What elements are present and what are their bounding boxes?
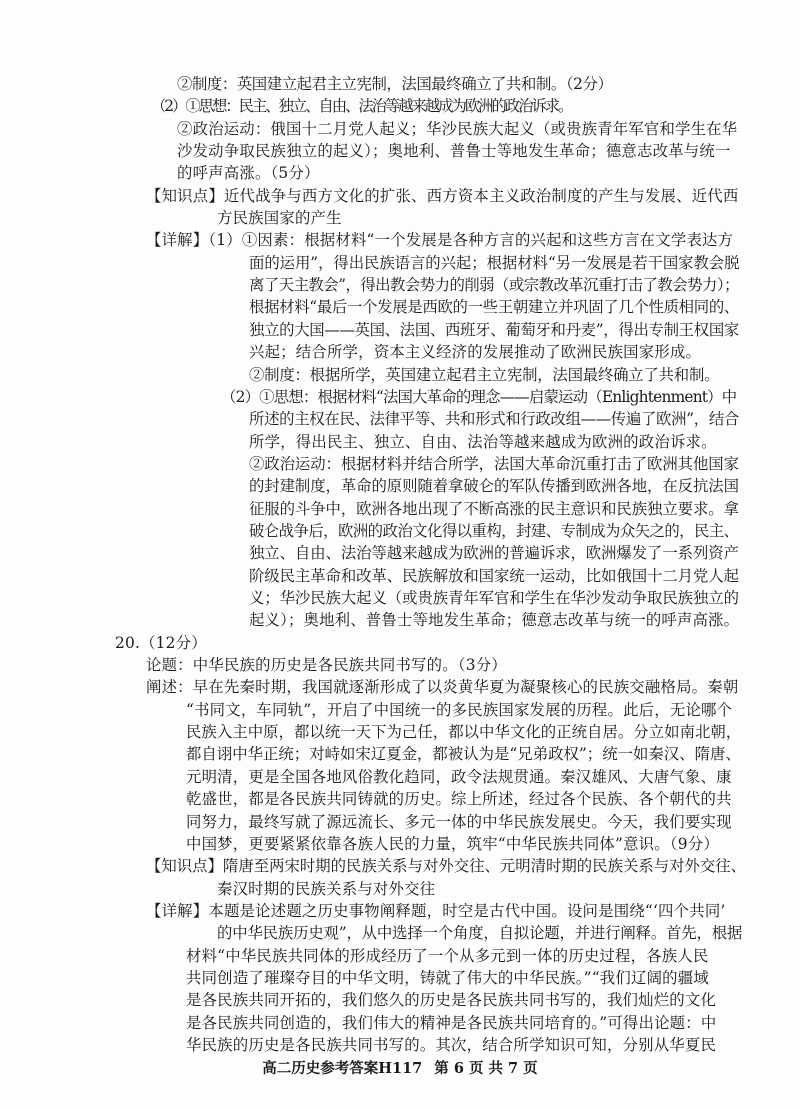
text-line: 都自诩中华正统；对峙如宋辽夏金，都被认为是“兄弟政权”；统一如秦汉、隋唐、	[186, 745, 741, 763]
text-line: “书同文，车同轨”，开启了中国统一的多民族国家发展的历程。此后，无论哪个	[186, 701, 733, 719]
text-line: ②制度：英国建立起君主立宪制，法国最终确立了共和制。（2分）	[177, 75, 613, 93]
text-line: 阶级民主革命和改革、民族解放和国家统一运动，比如俄国十二月党人起	[249, 567, 739, 585]
detail-line: 【详解】本题是论述题之历史事物阐释题，时空是古代中国。设问是围绕“‘四个共同’	[146, 902, 726, 920]
text-line: ②制度：根据所学，英国建立起君主立宪制，法国最终确立了共和制。	[249, 366, 720, 384]
text-line: 沙发动争取民族独立的起义）；奥地利、普鲁士等地发生革命；德意志改革与统一	[177, 142, 731, 160]
text-line: 华民族的历史是各民族共同书写的。其次，结合所学知识可知，分别从华夏民	[186, 1036, 717, 1054]
text-line: 秦汉时期的民族关系与对外交往	[217, 880, 436, 898]
text-line: 的中华民族历史观”，从中选择一个角度，自拟论题，并进行阐释。首先，根据	[217, 924, 743, 942]
text-line: 独立、自由、法治等越来越成为欧洲的普遍诉求，欧洲爆发了一系列资产	[249, 544, 739, 562]
knowledge-point-line: 【知识点】隋唐至两宋时期的民族关系与对外交往、元明清时期的民族关系与对外交往、	[146, 857, 747, 875]
exposition-line: 阐述：早在先秦时期，我国就逐渐形成了以炎黄华夏为凝聚核心的民族交融格局。秦朝	[146, 678, 739, 696]
text-line: 面的运用”，得出民族语言的兴起；根据材料“另一发展是若干国家教会脱	[249, 254, 740, 272]
footer-page-number: 第 6 页 共 7 页	[434, 1060, 538, 1077]
text-line: 兴起；结合所学，资本主义经济的发展推动了欧洲民族国家形成。	[249, 343, 702, 361]
text-line: 独立的大国——英国、法国、西班牙、葡萄牙和丹麦”，得出专制王权国家	[249, 321, 739, 339]
text-line: 民族入主中原，都以统一天下为己任，都以中华文化的正统自居。分立如南北朝，	[186, 723, 742, 741]
text-line: ②政治运动：俄国十二月党人起义；华沙民族大起义（或贵族青年军官和学生在华	[177, 120, 738, 138]
text-line: 乾盛世，都是各民族共同铸就的历史。综上所述，经过各个民族、各个朝代的共	[186, 790, 732, 808]
text-line: 离了天主教会”，得出教会势力的削弱（或宗教改革沉重打击了教会势力）；	[249, 276, 739, 294]
text-line: 的封建制度，革命的原则随着拿破仑的军队传播到欧洲各地，在反抗法国	[249, 477, 739, 495]
text-line: 中国梦，更要紧紧依靠各族人民的力量，筑牢“中华民族共同体”意识。（9分）	[186, 835, 719, 853]
thesis-line: 论题：中华民族的历史是各民族共同书写的。（3分）	[146, 656, 507, 674]
text-line: 是各民族共同创造的，我们伟大的精神是各民族共同培育的。”可得出论题：中	[186, 1014, 717, 1032]
text-line: 方民族国家的产生	[217, 209, 342, 227]
text-line: 根据材料“最后一个发展是西欧的一些王朝建立并巩固了几个性质相同的、	[249, 298, 739, 316]
text-line: 破仑战争后，欧洲的政治文化得以重构，封建、专制成为众矢之的，民主、	[249, 522, 739, 540]
footer-doc-title: 高二历史参考答案H117	[262, 1060, 423, 1077]
text-line: （2）①思想：民主、独立、自由、法治等越来越成为欧洲的政治诉求。	[151, 97, 572, 115]
text-line: 所学，得出民主、独立、自由、法治等越来越成为欧洲的政治诉求。	[249, 433, 717, 451]
text-line: 是各民族共同开拓的，我们悠久的历史是各民族共同书写的，我们灿烂的文化	[186, 991, 717, 1009]
text-line: 材料“中华民族共同体的形成经历了一个从多元到一体的历史过程，各族人民	[186, 947, 709, 965]
text-line: 的呼声高涨。（5分）	[177, 164, 320, 182]
text-line: 起义）；奥地利、普鲁士等地发生革命；德意志改革与统一的呼声高涨。	[249, 611, 740, 629]
text-line: ②政治运动：根据材料并结合所学，法国大革命沉重打击了欧洲其他国家	[249, 455, 739, 473]
text-line: 元明清，更是全国各地风俗教化趋同，政令法规贯通。秦汉雄风、大唐气象、康	[186, 768, 732, 786]
question-number: 20.（12分）	[115, 634, 207, 652]
text-line: 所述的主权在民、法律平等、共和形式和行政改组——传遍了欧洲”，结合	[249, 410, 739, 428]
text-line: （2）①思想：根据材料“法国大革命的理念——启蒙运动（Enlightenment）中	[221, 388, 737, 406]
text-line: 义；华沙民族大起义（或贵族青年军官和学生在华沙发动争取民族独立的	[249, 589, 739, 607]
text-line: 征服的斗争中，欧洲各地出现了不断高涨的民主意识和民族独立要求。拿	[249, 500, 739, 518]
text-line: 同努力，最终写就了源远流长、多元一体的中华民族发展史。今天，我们要实现	[186, 813, 732, 831]
detail-line: 【详解】（1）①因素：根据材料“一个发展是各种方言的兴起和这些方言在文学表达方	[146, 231, 734, 249]
page-footer	[0, 1059, 800, 1079]
text-line: 共同创造了璀璨夺目的中华文明，铸就了伟大的中华民族。”“我们辽阔的疆域	[186, 969, 709, 987]
knowledge-point-line: 【知识点】近代战争与西方文化的扩张、西方资本主义政治制度的产生与发展、近代西	[146, 187, 739, 205]
